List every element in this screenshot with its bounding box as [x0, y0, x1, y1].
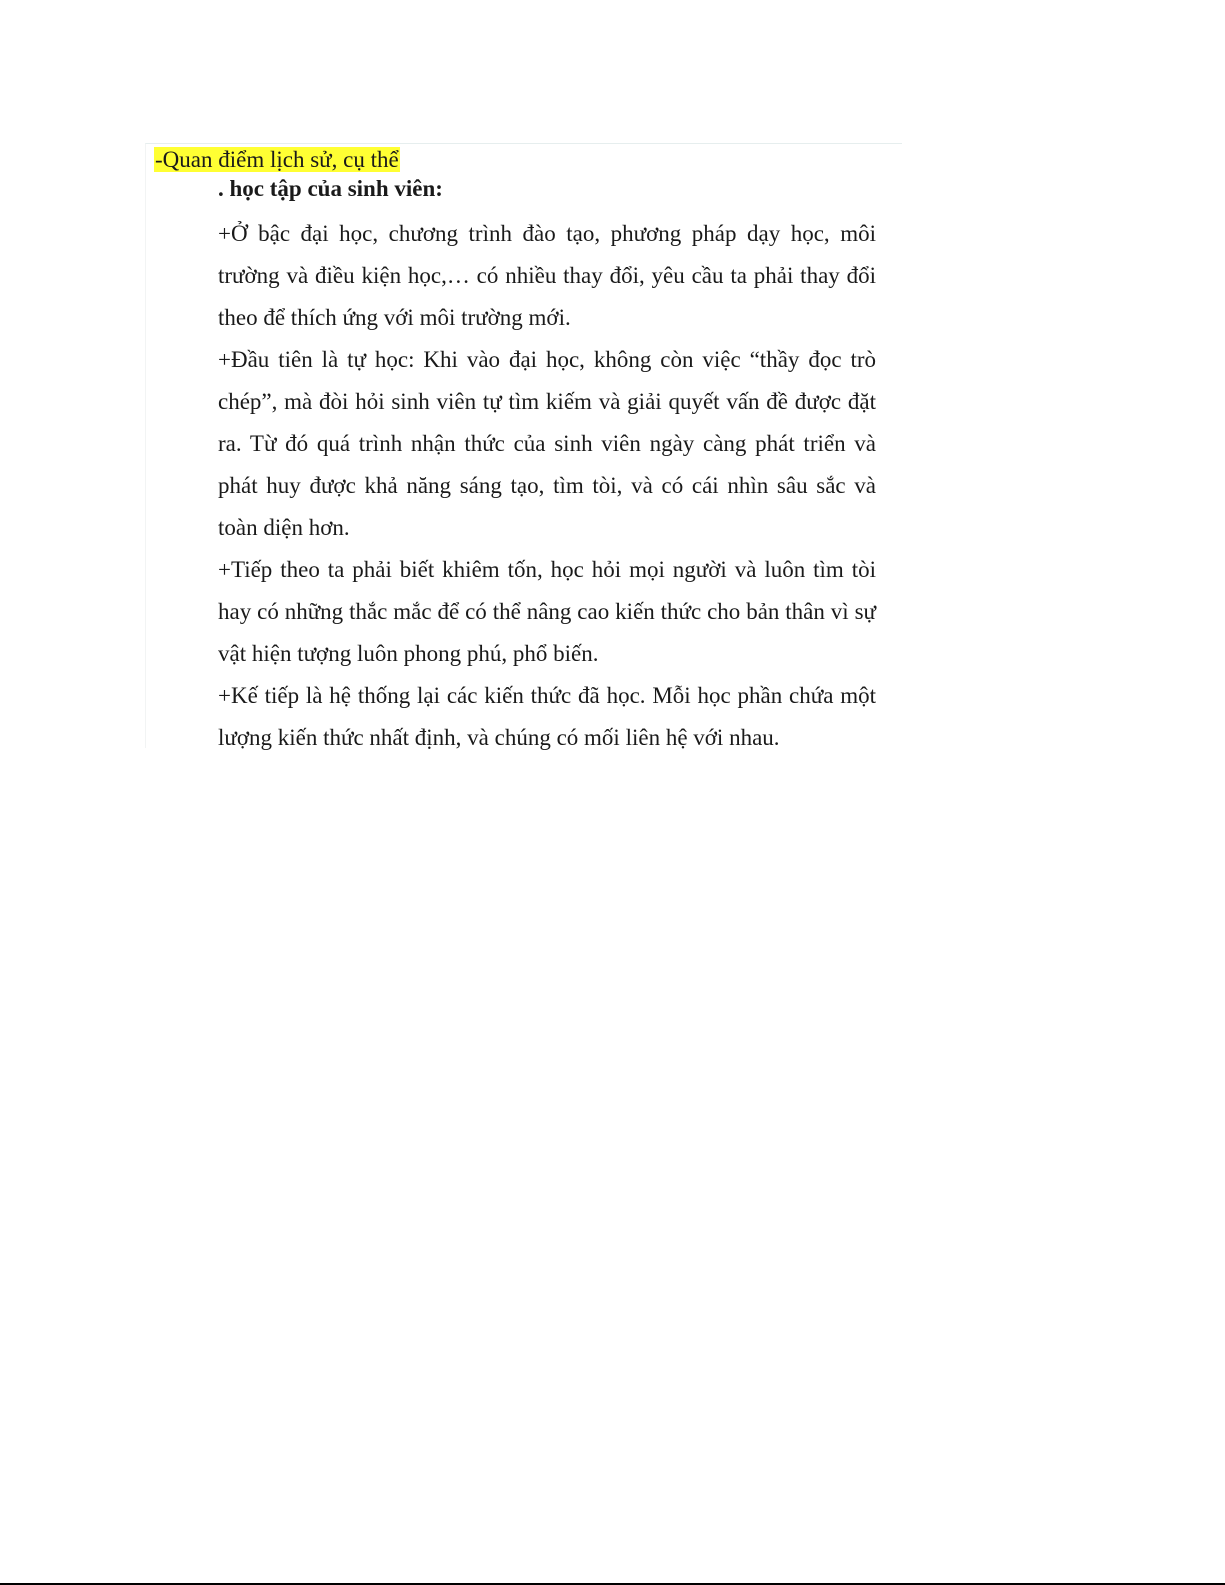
body-text: [218, 213, 876, 759]
highlighted-heading-text: -Quan điểm lịch sử, cụ thể: [155, 147, 399, 172]
paragraph-1: +Ở bậc đại học, chương trình đào tạo, phương pháp dạy học, môi trường và điều kiện học,… có nhiều thay đổi, yêu cầu ta phải thay đổi theo để thích ứng với môi trường mới.: [218, 221, 876, 330]
section-heading: [154, 145, 400, 175]
document-snippet: [145, 143, 902, 748]
section-subheading: . học tập của sinh viên:: [218, 176, 443, 201]
paragraph-3: +Tiếp theo ta phải biết khiêm tốn, học hỏi mọi người và luôn tìm tòi hay có những thắc mắc để có thể nâng cao kiến thức cho bản thân vì sự vật hiện tượng luôn phong phú, phổ biến.: [218, 557, 876, 666]
paragraph-2: +Đầu tiên là tự học: Khi vào đại học, không còn việc “thầy đọc trò chép”, mà đòi hỏi sinh viên tự tìm kiếm và giải quyết vấn đề được đặt ra. Từ đó quá trình nhận thức của sinh viên ngày càng phát triển và phát huy được khả năng sáng tạo, tìm tòi, và có cái nhìn sâu sắc và toàn diện hơn.: [218, 347, 876, 540]
paragraph-4: +Kế tiếp là hệ thống lại các kiến thức đã học. Mỗi học phần chứa một lượng kiến thức nhất định, và chúng có mối liên hệ với nhau.: [218, 683, 876, 750]
